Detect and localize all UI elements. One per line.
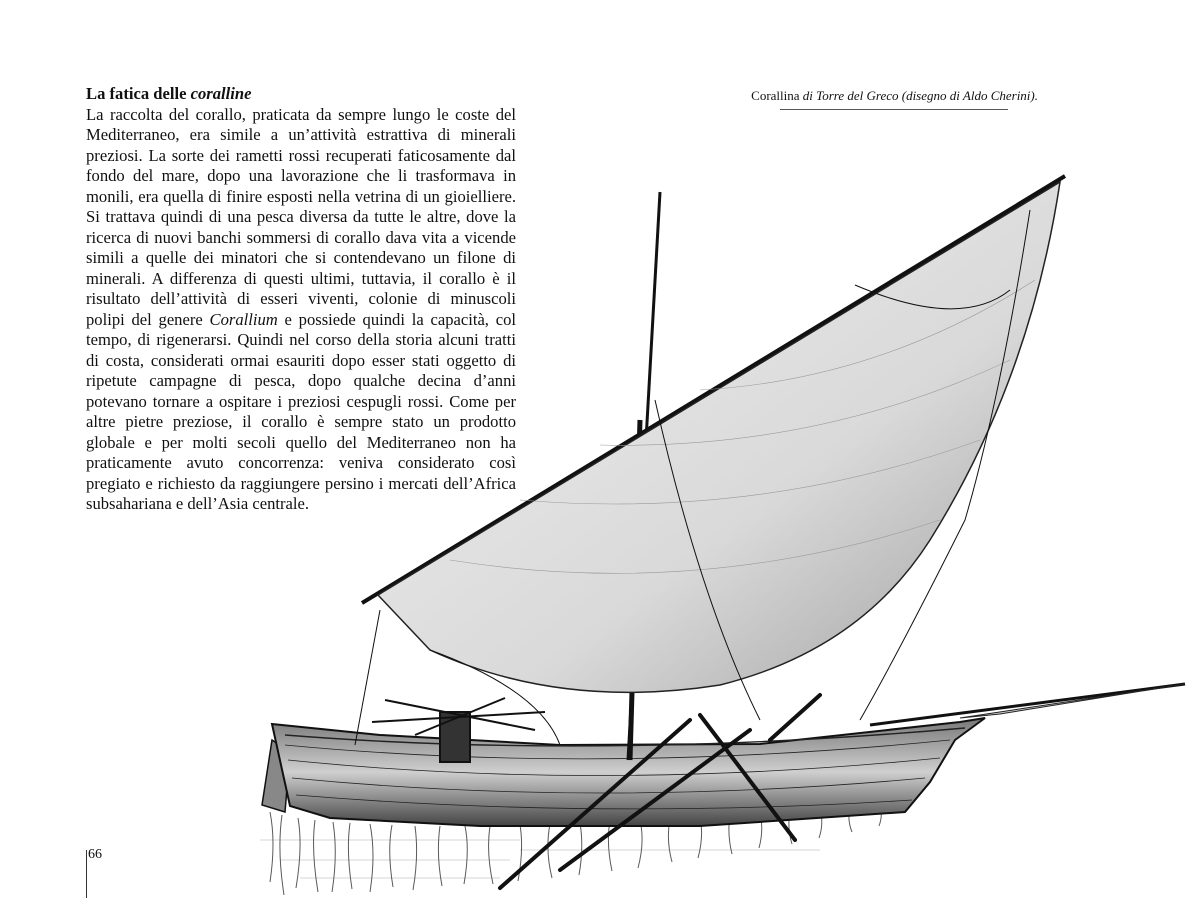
lateen-sail — [378, 182, 1060, 692]
page-number: 66 — [88, 847, 102, 862]
paragraph-part-1: La raccolta del corallo, praticata da sempre lungo le coste del Mediterraneo, era simile a un’attività estrattiva di minerali preziosi. La sorte dei rametti rossi recuperati faticosamente dal fondo del mare, dopo una lavorazione che li trasformava in monili, era quella di finire esposti nella vetrina di un gioielliere. Si trattava quindi di una pesca diversa da tutte le altre, dove la ricerca di nuovi banchi sommersi di corallo dava vita a vicende simili a quelle dei minatori che si contendevano un filone di minerali. A differenza di questi ultimi, tuttavia, il corallo è il risultato dell’attività di esseri viventi, colonie di minuscoli polipi del genere — [86, 104, 516, 329]
jib-sail — [960, 684, 1185, 718]
paragraph-genus: Corallium — [209, 309, 278, 329]
bowsprit — [870, 684, 1185, 725]
heading-italic: coralline — [190, 84, 252, 103]
paragraph-part-2: e possiede quindi la capacità, col tempo, di rigenerarsi. Quindi nel corso della storia alcuni tratti di costa, considerati ormai esauriti dopo esser stati oggetto di ripetute campagne di pesca, dopo qualche decina d’anni potevano tornare a ospitare i preziosi cespugli rossi. Come per altre pietre preziose, il corallo è sempre stato un prodotto globale e per molti secoli quello del Mediterraneo non ha praticamente avuto concorrenza: veniva considerato così pregiato e richiesto da raggiungere persino i mercati dell’Africa subsahariana e dell’Asia centrale. — [86, 309, 516, 513]
caption-italic: di Torre del Greco (disegno di Aldo Cherini). — [802, 88, 1038, 103]
caption-roman: Corallina — [751, 88, 803, 103]
page-number-rule — [86, 850, 87, 898]
heading-main: La fatica delle — [86, 84, 191, 103]
